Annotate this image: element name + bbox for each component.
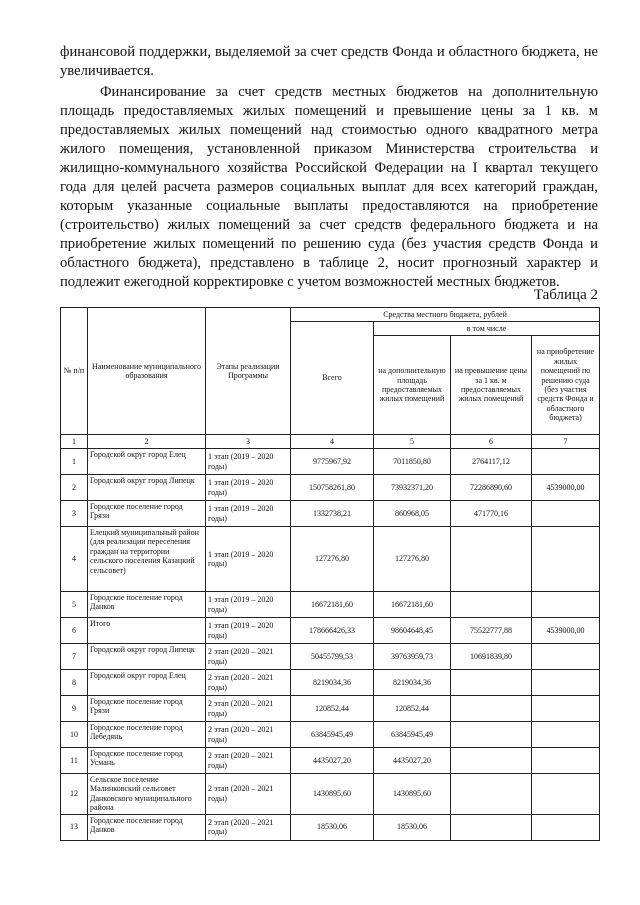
row-total: 1430895,60 — [291, 774, 374, 815]
header-including: в том числе — [374, 322, 600, 336]
row-num: 2 — [61, 475, 88, 501]
table-body — [61, 449, 600, 841]
header-num: № п/п — [61, 308, 88, 435]
table-header — [61, 308, 600, 449]
row-stage: 1 этап (2019 – 2020 годы) — [206, 592, 291, 618]
table-row — [61, 449, 600, 475]
row-num: 3 — [61, 501, 88, 527]
row-stage: 2 этап (2020 – 2021 годы) — [206, 814, 291, 840]
header-court: на приобретение жилых помещений по решению суда (без участия средств Фонда и областного бюджета) — [532, 336, 600, 435]
header-stage: Этапы реализации Программы — [206, 308, 291, 435]
row-stage: 1 этап (2019 – 2020 годы) — [206, 618, 291, 644]
row-municipality: Елецкий муниципальный район (для реализации переселения граждан на территории сельского поселения Казацкий сельсовет) — [88, 527, 206, 592]
row-municipality: Сельское поселение Малинковский сельсовет Данковского муниципального района — [88, 774, 206, 815]
table-row — [61, 644, 600, 670]
row-stage: 1 этап (2019 – 2020 годы) — [206, 501, 291, 527]
header-funds: Средства местного бюджета, рублей — [291, 308, 600, 322]
header-total: Всего — [291, 322, 374, 435]
row-municipality: Итого — [88, 618, 206, 644]
row-total: 1332738,21 — [291, 501, 374, 527]
column-index: 5 — [374, 435, 451, 449]
row-court — [532, 774, 600, 815]
row-excess-price: 2764117,12 — [451, 449, 532, 475]
table-row — [61, 501, 600, 527]
table-row — [61, 722, 600, 748]
row-court — [532, 644, 600, 670]
table-row — [61, 592, 600, 618]
row-total: 8219034,36 — [291, 670, 374, 696]
table-row — [61, 618, 600, 644]
row-excess-price — [451, 748, 532, 774]
column-index: 4 — [291, 435, 374, 449]
row-stage: 1 этап (2019 – 2020 годы) — [206, 449, 291, 475]
row-extra-area: 7011850,80 — [374, 449, 451, 475]
row-stage: 2 этап (2020 – 2021 годы) — [206, 644, 291, 670]
row-municipality: Городской округ город Елец — [88, 449, 206, 475]
row-total: 150758261,80 — [291, 475, 374, 501]
row-total: 127276,80 — [291, 527, 374, 592]
row-court — [532, 748, 600, 774]
row-court: 4539000,00 — [532, 618, 600, 644]
row-num: 8 — [61, 670, 88, 696]
row-total: 4435027,20 — [291, 748, 374, 774]
row-stage: 2 этап (2020 – 2021 годы) — [206, 748, 291, 774]
row-extra-area: 16672181,60 — [374, 592, 451, 618]
column-index: 6 — [451, 435, 532, 449]
row-court: 4539000,00 — [532, 475, 600, 501]
row-court — [532, 696, 600, 722]
row-municipality: Городское поселение город Лебедянь — [88, 722, 206, 748]
table-row — [61, 475, 600, 501]
row-excess-price — [451, 670, 532, 696]
paragraph-1: финансовой поддержки, выделяемой за счет средств Фонда и областного бюджета, не увеличивается. — [60, 44, 598, 79]
row-excess-price — [451, 814, 532, 840]
row-excess-price: 471770,16 — [451, 501, 532, 527]
row-excess-price: 10691839,80 — [451, 644, 532, 670]
row-municipality: Городской округ город Елец — [88, 670, 206, 696]
row-excess-price — [451, 527, 532, 592]
row-extra-area: 127276,80 — [374, 527, 451, 592]
row-court — [532, 501, 600, 527]
row-extra-area: 4435027,20 — [374, 748, 451, 774]
column-index: 3 — [206, 435, 291, 449]
row-extra-area: 120852,44 — [374, 696, 451, 722]
row-excess-price: 75522777,88 — [451, 618, 532, 644]
row-num: 4 — [61, 527, 88, 592]
row-num: 13 — [61, 814, 88, 840]
row-extra-area: 8219034,36 — [374, 670, 451, 696]
row-municipality: Городское поселение город Данков — [88, 814, 206, 840]
table-row — [61, 670, 600, 696]
row-stage: 2 этап (2020 – 2021 годы) — [206, 774, 291, 815]
row-municipality: Городской округ город Липецк — [88, 644, 206, 670]
row-total: 18530,06 — [291, 814, 374, 840]
row-municipality: Городское поселение город Данков — [88, 592, 206, 618]
table-row — [61, 696, 600, 722]
row-stage: 2 этап (2020 – 2021 годы) — [206, 696, 291, 722]
paragraph-2: Финансирование за счет средств местных бюджетов на дополнительную площадь предоставляемых жилых помещений и превышение цены за 1 кв. м предоставляемых жилых помещений над стоимостью одного квадратного метра жилого помещения, установленной приказом Министерства строительства и жилищно-коммунального хозяйства Российской Федерации на I квартал текущего года для целей расчета размеров социальных выплат для всех категорий граждан, которым указанные социальные выплаты предоставляются на приобретение (строительство) жилых помещений за счет средств федерального бюджета и на приобретение жилых помещений по решению суда (без участия средств Фонда и областного бюджета), представлено в таблице 2, носит прогнозный характер и подлежит ежегодной корректировке с учетом возможностей местных бюджетов. — [60, 84, 598, 290]
row-court — [532, 527, 600, 592]
column-index: 2 — [88, 435, 206, 449]
row-extra-area: 63845945,49 — [374, 722, 451, 748]
column-index: 7 — [532, 435, 600, 449]
table-row — [61, 814, 600, 840]
row-num: 11 — [61, 748, 88, 774]
table-row — [61, 748, 600, 774]
row-num: 12 — [61, 774, 88, 815]
row-court — [532, 722, 600, 748]
row-extra-area: 18530,06 — [374, 814, 451, 840]
row-excess-price — [451, 696, 532, 722]
row-court — [532, 592, 600, 618]
row-total: 120852,44 — [291, 696, 374, 722]
row-total: 178666426,33 — [291, 618, 374, 644]
row-stage: 2 этап (2020 – 2021 годы) — [206, 722, 291, 748]
row-extra-area: 1430895,60 — [374, 774, 451, 815]
row-stage: 1 этап (2019 – 2020 годы) — [206, 475, 291, 501]
row-total: 50455799,53 — [291, 644, 374, 670]
row-municipality: Городской округ город Липецк — [88, 475, 206, 501]
row-excess-price — [451, 774, 532, 815]
row-extra-area: 98604648,45 — [374, 618, 451, 644]
row-excess-price — [451, 592, 532, 618]
row-court — [532, 449, 600, 475]
table-row — [61, 774, 600, 815]
table-caption: Таблица 2 — [533, 287, 598, 303]
row-extra-area: 860968,05 — [374, 501, 451, 527]
row-stage: 1 этап (2019 – 2020 годы) — [206, 527, 291, 592]
row-num: 5 — [61, 592, 88, 618]
header-excess-price: на превышение цены за 1 кв. м предоставляемых жилых помещений — [451, 336, 532, 435]
row-num: 10 — [61, 722, 88, 748]
row-excess-price — [451, 722, 532, 748]
column-index: 1 — [61, 435, 88, 449]
row-num: 6 — [61, 618, 88, 644]
row-court — [532, 814, 600, 840]
row-total: 63845945,49 — [291, 722, 374, 748]
row-num: 7 — [61, 644, 88, 670]
row-extra-area: 39763959,73 — [374, 644, 451, 670]
row-municipality: Городское поселение город Усмань — [88, 748, 206, 774]
row-excess-price: 72286890,60 — [451, 475, 532, 501]
row-municipality: Городское поселение город Грязи — [88, 696, 206, 722]
row-extra-area: 73932371,20 — [374, 475, 451, 501]
header-name: Наименование муниципального образования — [88, 308, 206, 435]
table-2 — [60, 307, 600, 841]
row-total: 9775967,92 — [291, 449, 374, 475]
header-extra-area: на дополнительную площадь предоставляемых жилых помещений — [374, 336, 451, 435]
column-index-row — [61, 435, 600, 449]
row-stage: 2 этап (2020 – 2021 годы) — [206, 670, 291, 696]
row-court — [532, 670, 600, 696]
row-municipality: Городское поселение город Грязи — [88, 501, 206, 527]
table-row — [61, 527, 600, 592]
row-total: 16672181,60 — [291, 592, 374, 618]
row-num: 9 — [61, 696, 88, 722]
row-num: 1 — [61, 449, 88, 475]
